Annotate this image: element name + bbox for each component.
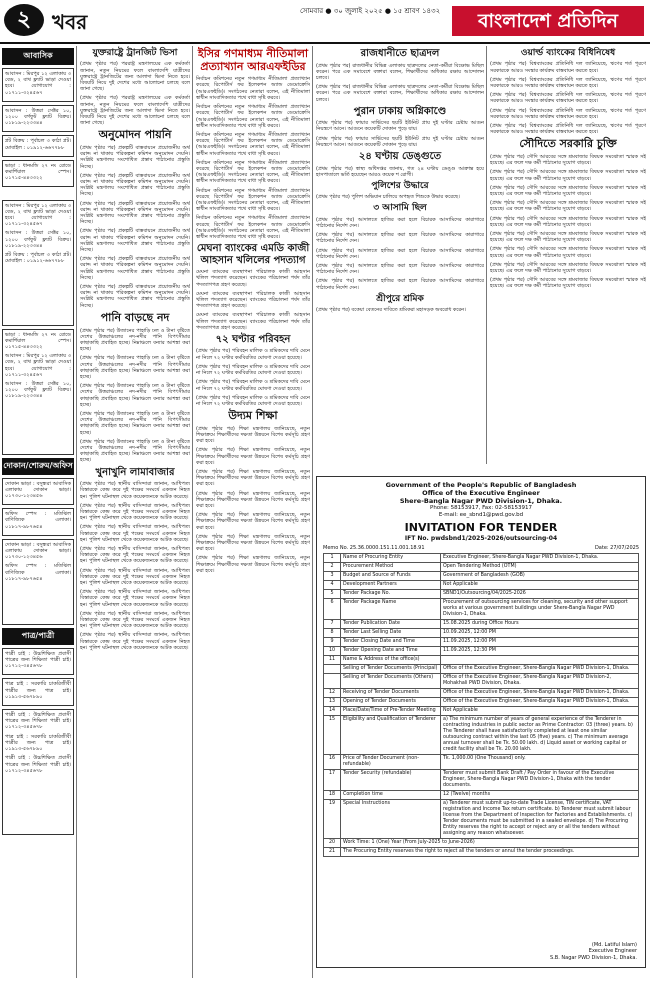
tender-row-label: Procurement Method — [341, 563, 441, 572]
tender-date: Date: 27/07/2025 — [594, 545, 639, 551]
classified-ad: অফিস স্পেস : মতিঝিল বাণিজ্যিক এলাকা। ০১৮১৭-৯৮৭৬৫৪ — [2, 508, 74, 536]
tender-row-value: Executive Engineer, Shere-Bangla Nagar PWD Division-1, Dhaka. — [441, 554, 639, 563]
tender-row-value: a) The minimum number of years of general experience of the Tenderer in contracting industries in public sector as Prime Contractor: 03 (three) years. b) The Tenderer shall have satisfactorily completed at least one similar outsourcing contract within the last 05 (five) years. c) The minimum average annual turnover shall be Tk. 50.00 lakh. d) Liquid asset or working capital or credit facility shall be Tk. 20.00 lakh. — [441, 716, 639, 755]
tender-row-number: 4 — [324, 581, 341, 590]
tender-row-number — [324, 674, 341, 689]
tender-row — [324, 563, 639, 572]
tender-title: INVITATION FOR TENDER — [404, 521, 558, 534]
news-column: রাজধানীতে ছাত্রদল (প্রথম পৃষ্ঠার পর) রাজধানীর বিভিন্ন এলাকায় ছাত্রদলের নেতা-কর্মীরা বিক্ষোভ মিছিল করেন। পরে এক সমাবেশে বক্তারা বলেন, শিক্ষার্থীদের অধিকার রক্ষায় আন্দোলন চলবে। (প্রথম পৃষ্ঠার পর) রাজধানীর বিভিন্ন এলাকায় ছাত্রদলের নেতা-কর্মীরা বিক্ষোভ মিছিল করেন। পরে এক সমাবেশে বক্তারা বলেন, শিক্ষার্থীদের অধিকার রক্ষায় আন্দোলন চলবে। পুরান ঢাকায় অগ্নিকাণ্ডে (প্রথম পৃষ্ঠার পর) ফায়ার সার্ভিসের ছয়টি ইউনিট প্রায় দুই ঘণ্টার চেষ্টায় আগুন নিয়ন্ত্রণে আনে। আগুনে কয়েকটি দোকান পুড়ে যায়। (প্রথম পৃষ্ঠার পর) ফায়ার সার্ভিসের ছয়টি ইউনিট প্রায় দুই ঘণ্টার চেষ্টায় আগুন নিয়ন্ত্রণে আনে। আগুনে কয়েকটি দোকান পুড়ে যায়। ২৪ ঘণ্টায় ডেঙ্গুতে (প্রথম পৃষ্ঠার পর) স্বাস্থ্য অধিদপ্তর জানায়, গত ২৪ ঘণ্টায় ডেঙ্গু আক্রান্ত হয়ে হাসপাতালে ভর্তি হয়েছেন আরও কয়েক শ রোগী। পুলিশের উদ্ধারে (প্রথম পৃষ্ঠার পর) পুলিশ অভিযান চালিয়ে অপহৃত শিশুকে উদ্ধার করেছে। ৩ আসামি ছিল (প্রথম পৃষ্ঠার পর) আদালতে হাজির করা হলে বিচারক আসামিদের কারাগারে পাঠানোর নির্দেশ দেন। (প্রথম পৃষ্ঠার পর) আদালতে হাজির করা হলে বিচারক আসামিদের কারাগারে পাঠানোর নির্দেশ দেন। (প্রথম পৃষ্ঠার পর) আদালতে হাজির করা হলে বিচারক আসামিদের কারাগারে পাঠানোর নির্দেশ দেন। (প্রথম পৃষ্ঠার পর) আদালতে হাজির করা হলে বিচারক আসামিদের কারাগারে পাঠানোর নির্দেশ দেন। (প্রথম পৃষ্ঠার পর) আদালতে হাজির করা হলে বিচারক আসামিদের কারাগারে পাঠানোর নির্দেশ দেন। শ্রীপুরে শ্রমিক (প্রথম পৃষ্ঠার পর) বকেয়া বেতনের দাবিতে শ্রমিকরা মহাসড়ক অবরোধ করেন। — [316, 48, 484, 314]
tender-row-value: Office of the Executive Engineer, Shere-Bangla Nagar PWD Division-1, Dhaka. — [441, 698, 639, 707]
tender-row — [324, 647, 639, 656]
tender-notice — [316, 476, 646, 968]
tender-row-number: 17 — [324, 770, 341, 791]
tender-row — [324, 698, 639, 707]
tender-ref: IFT No. pwdsbnd1/2025-2026/outsourcing-04 — [404, 535, 558, 542]
tender-row-label: Completion time — [341, 791, 441, 800]
headline: শ্রীপুরে শ্রমিক — [376, 293, 424, 304]
article-body: (প্রথম পৃষ্ঠার পর) বিশ্বব্যাংকের প্রতিনিধি দল জানিয়েছে, ঋণের শর্ত পূরণে সরকারকে আরও সংস্কার কার্যক্রম বাস্তবায়ন করতে হবে। — [490, 61, 646, 74]
headline: মেঘনা ব্যাংকের এমডি কাজী আহসান খলিলের পদত্যাগ — [196, 243, 310, 266]
tender-row-value: 11.09.2025, 12:00 PM — [441, 638, 639, 647]
article-body: নির্বাচন কমিশনের নতুন গণমাধ্যম নীতিমালা প্রত্যাখ্যান করেছে রিপোর্টার্স ফর ইলেকশন অ্যান্ড ডেমোক্রেসি (আরএফইডি)। সংগঠনের নেতারা বলেন, এই নীতিমালা স্বাধীন সাংবাদিকতার পথে বাধা সৃষ্টি করবে। — [196, 76, 310, 101]
masthead — [0, 0, 650, 44]
tender-row-number: 18 — [324, 791, 341, 800]
tender-row-number: 11 — [324, 656, 341, 665]
column-divider — [76, 46, 77, 978]
tender-row-label: Tender Publication Date — [341, 620, 441, 629]
tender-row-number: 14 — [324, 707, 341, 716]
tender-row-label: Tender Last Selling Date — [341, 629, 441, 638]
tender-row-label: Development Partners — [341, 581, 441, 590]
article-body: মেঘনা ব্যাংকের ব্যবস্থাপনা পরিচালক কাজী আহসান খলিল পদত্যাগ করেছেন। ব্যাংকের পরিচালনা পর্ষদ তাঁর পদত্যাগপত্র গ্রহণ করেছে। — [196, 269, 310, 288]
classified-ad: আবাসন : উত্তরা সেক্টর ১০, ১২০০ বর্গফুট ফ্ল্যাট বিক্রয়। ০১৮১৯-২২৩৩৪৪ — [2, 105, 74, 133]
tender-row — [324, 800, 639, 839]
tender-row — [324, 665, 639, 674]
tender-memo: Memo No. 25.36.0000.151.11.001.18.91 — [323, 545, 425, 551]
classified-ad: পাত্র চাই : সরকারি চাকরিজীবী পাত্রীর জন্য পাত্র চাই। ০১৯১৩-৫৬৭৮৯০ — [2, 678, 74, 706]
tender-row-number: 10 — [324, 647, 341, 656]
tender-row-label: Receiving of Tender Documents — [341, 689, 441, 698]
tender-row-number: 15 — [324, 716, 341, 755]
article-body: (প্রথম পৃষ্ঠার পর) আদালতে হাজির করা হলে বিচারক আসামিদের কারাগারে পাঠানোর নির্দেশ দেন। — [316, 216, 484, 230]
headline: রাজধানীতে ছাত্রদল — [360, 48, 440, 59]
tender-row-label: Tender Security (refundable) — [341, 770, 441, 791]
classified-heading: পাত্র/পাত্রী — [2, 628, 74, 645]
tender-row-label: Name & Address of the office(s) — [341, 656, 441, 665]
tender-row-number: 1 — [324, 554, 341, 563]
column-divider — [192, 46, 193, 978]
tender-row — [324, 620, 639, 629]
tender-row-label: Budget and Source of Funds — [341, 572, 441, 581]
tender-row-value: Tenderer must submit Bank Draft / Pay Order in favour of the Executive Engineer, Shere-Bangla Nagar PWD Division-1, Dhaka with the tender documents. — [441, 770, 639, 791]
tender-govt: Government of the People's Republic of Bangladesh — [385, 481, 577, 489]
tender-row-number: 19 — [324, 800, 341, 839]
news-column: ওয়ার্ল্ড ব্যাংকের বিধিনিষেধ (প্রথম পৃষ্ঠার পর) বিশ্বব্যাংকের প্রতিনিধি দল জানিয়েছে, ঋণের শর্ত পূরণে সরকারকে আরও সংস্কার কার্যক্রম বাস্তবায়ন করতে হবে। (প্রথম পৃষ্ঠার পর) বিশ্বব্যাংকের প্রতিনিধি দল জানিয়েছে, ঋণের শর্ত পূরণে সরকারকে আরও সংস্কার কার্যক্রম বাস্তবায়ন করতে হবে। (প্রথম পৃষ্ঠার পর) বিশ্বব্যাংকের প্রতিনিধি দল জানিয়েছে, ঋণের শর্ত পূরণে সরকারকে আরও সংস্কার কার্যক্রম বাস্তবায়ন করতে হবে। (প্রথম পৃষ্ঠার পর) বিশ্বব্যাংকের প্রতিনিধি দল জানিয়েছে, ঋণের শর্ত পূরণে সরকারকে আরও সংস্কার কার্যক্রম বাস্তবায়ন করতে হবে। (প্রথম পৃষ্ঠার পর) বিশ্বব্যাংকের প্রতিনিধি দল জানিয়েছে, ঋণের শর্ত পূরণে সরকারকে আরও সংস্কার কার্যক্রম বাস্তবায়ন করতে হবে। সৌদিতে সরকারি চুক্তি (প্রথম পৃষ্ঠার পর) সৌদি আরবের সঙ্গে শ্রমবাজার বিষয়ক সমঝোতা স্মারক সই হয়েছে। এর ফলে দক্ষ কর্মী পাঠানোর সুযোগ বাড়বে। (প্রথম পৃষ্ঠার পর) সৌদি আরবের সঙ্গে শ্রমবাজার বিষয়ক সমঝোতা স্মারক সই হয়েছে। এর ফলে দক্ষ কর্মী পাঠানোর সুযোগ বাড়বে। (প্রথম পৃষ্ঠার পর) সৌদি আরবের সঙ্গে শ্রমবাজার বিষয়ক সমঝোতা স্মারক সই হয়েছে। এর ফলে দক্ষ কর্মী পাঠানোর সুযোগ বাড়বে। (প্রথম পৃষ্ঠার পর) সৌদি আরবের সঙ্গে শ্রমবাজার বিষয়ক সমঝোতা স্মারক সই হয়েছে। এর ফলে দক্ষ কর্মী পাঠানোর সুযোগ বাড়বে। (প্রথম পৃষ্ঠার পর) সৌদি আরবের সঙ্গে শ্রমবাজার বিষয়ক সমঝোতা স্মারক সই হয়েছে। এর ফলে দক্ষ কর্মী পাঠানোর সুযোগ বাড়বে। (প্রথম পৃষ্ঠার পর) সৌদি আরবের সঙ্গে শ্রমবাজার বিষয়ক সমঝোতা স্মারক সই হয়েছে। এর ফলে দক্ষ কর্মী পাঠানোর সুযোগ বাড়বে। (প্রথম পৃষ্ঠার পর) সৌদি আরবের সঙ্গে শ্রমবাজার বিষয়ক সমঝোতা স্মারক সই হয়েছে। এর ফলে দক্ষ কর্মী পাঠানোর সুযোগ বাড়বে। (প্রথম পৃষ্ঠার পর) সৌদি আরবের সঙ্গে শ্রমবাজার বিষয়ক সমঝোতা স্মারক সই হয়েছে। এর ফলে দক্ষ কর্মী পাঠানোর সুযোগ বাড়বে। (প্রথম পৃষ্ঠার পর) সৌদি আরবের সঙ্গে শ্রমবাজার বিষয়ক সমঝোতা স্মারক সই হয়েছে। এর ফলে দক্ষ কর্মী পাঠানোর সুযোগ বাড়বে। — [490, 48, 646, 290]
tender-row-number: 7 — [324, 620, 341, 629]
tender-row-value: Office of the Executive Engineer, Shere-Bangla Nagar PWD Division-1, Dhaka. — [441, 689, 639, 698]
tender-row-value: Procurement of outsourcing services for cleaning, security and other support works at various government buildings under Shere-Bangla Nagar PWD Division-1, Dhaka. — [441, 599, 639, 620]
tender-row-label: Opening of Tender Documents — [341, 698, 441, 707]
article-body: (প্রথম পৃষ্ঠার পর) উজানের পাহাড়ি ঢল ও টানা বৃষ্টিতে দেশের উত্তরাঞ্চলের নদ-নদীর পানি বিপৎসীমার কাছাকাছি প্রবাহিত হচ্ছে। নিম্নাঞ্চলে বন্যার আশঙ্কা করা হচ্ছে। — [80, 327, 190, 353]
tender-row-value: 11.09.2025, 12:30 PM — [441, 647, 639, 656]
classified-heading: দোকান/শোরুম/অফিস — [2, 458, 74, 475]
article-body: (প্রথম পৃষ্ঠার পর) সৌদি আরবের সঙ্গে শ্রমবাজার বিষয়ক সমঝোতা স্মারক সই হয়েছে। এর ফলে দক্ষ কর্মী পাঠানোর সুযোগ বাড়বে। — [490, 154, 646, 167]
tender-row — [324, 581, 639, 590]
tender-row — [324, 554, 639, 563]
tender-email: E-mail: ee_sbnd1@pwd.gov.bd — [438, 512, 524, 518]
tender-row — [324, 656, 639, 665]
classified-ad: ভাড়া : ধানমন্ডি ২৭ নং রোডে কমার্শিয়াল স্পেস। ০১৭১৫-৪৪৩৩২২ আবাসন : মিরপুর ১২ এলাকায় ৩ বেড, ২ বাথ ফ্ল্যাট ভাড়া দেওয়া হবে। যোগাযোগ : ০১৭১১-৩২৪৫৬৭ আবাসন : উত্তরা সেক্টর ১০, ১২০০ বর্গফুট ফ্ল্যাট বিক্রয়। ০১৮১৯-২২৩৩৪৪ — [2, 329, 74, 455]
article-body: (প্রথম পৃষ্ঠার পর) পররাষ্ট্র মন্ত্রণালয়ের এক কর্মকর্তা জানান, নতুন নিয়মের ফলে বাংলাদেশি যাত্রীদের যুক্তরাষ্ট্রে ট্রানজিটের জন্য আলাদা ভিসা নিতে হবে। বিষয়টি নিয়ে দুই দেশের মধ্যে আলোচনা চলছে বলে জানা গেছে। — [80, 61, 190, 93]
tender-row-number: 9 — [324, 638, 341, 647]
tender-row-label: Work Time: 1 (One) Year (From July-2025 to June-2026) — [341, 839, 639, 848]
tender-office: Office of the Executive Engineer — [422, 489, 540, 497]
article-body: (প্রথম পৃষ্ঠার পর) রাজধানীর বিভিন্ন এলাকায় ছাত্রদলের নেতা-কর্মীরা বিক্ষোভ মিছিল করেন। পরে এক সমাবেশে বক্তারা বলেন, শিক্ষার্থীদের অধিকার রক্ষায় আন্দোলন চলবে। — [316, 62, 484, 81]
tender-row — [324, 599, 639, 620]
newspaper-logo: বাংলাদেশ প্রতিদিন — [452, 6, 644, 36]
tender-row-number: 20 — [324, 839, 341, 848]
classified-ad: পাত্রী চাই : উচ্চশিক্ষিত প্রবাসী পাত্রের জন্য শিক্ষিতা পাত্রী চাই। ০১৭১২-৩৪৫৬৭৮ — [2, 648, 74, 676]
tender-row — [324, 689, 639, 698]
tender-row-number: 8 — [324, 629, 341, 638]
article-body: (প্রথম পৃষ্ঠার পর) পরিবহন মালিক ও শ্রমিকদের দাবি মেনে না নিলে ৭২ ঘণ্টার কর্মবিরতির ঘোষণা দেওয়া হয়েছে। — [196, 348, 310, 361]
tender-row — [324, 674, 639, 689]
tender-row-label: Tender Package Name — [341, 599, 441, 620]
tender-row-number: 21 — [324, 848, 341, 857]
tender-row-label: Tender Package No. — [341, 590, 441, 599]
tender-row-value: 10.09.2025, 12:00 PM — [441, 629, 639, 638]
tender-row-label: Name of Procuring Entity — [341, 554, 441, 563]
column-divider — [486, 46, 487, 464]
headline: সৌদিতে সরকারি চুক্তি — [519, 137, 617, 151]
tender-row-label: Selling of Tender Documents (Others) — [341, 674, 441, 689]
tender-row — [324, 716, 639, 755]
tender-row-value: Government of Bangladesh (GOB) — [441, 572, 639, 581]
tender-row-number: 13 — [324, 698, 341, 707]
column-divider — [312, 46, 313, 978]
tender-phone: Phone: 58153917, Fax: 02-58153917 — [430, 505, 532, 511]
headline: অনুমোদন পায়নি — [98, 128, 172, 142]
classified-ad: আবাসন : মিরপুর ১২ এলাকায় ৩ বেড, ২ বাথ ফ্ল্যাট ভাড়া দেওয়া হবে। যোগাযোগ : ০১৭১১-৩২৪৫৬৭ — [2, 68, 74, 102]
tender-row — [324, 770, 639, 791]
article-body: (প্রথম পৃষ্ঠার পর) শিক্ষা মন্ত্রণালয় জানিয়েছে, নতুন শিক্ষাক্রমে শিক্ষার্থীদের দক্ষতা উন্নয়নে বিশেষ কর্মসূচি গ্রহণ করা হবে। — [196, 425, 310, 445]
tender-row — [324, 590, 639, 599]
tender-row — [324, 839, 639, 848]
tender-row-value: 12 (Twelve) months — [441, 791, 639, 800]
tender-row — [324, 755, 639, 770]
tender-division: Shere-Bangla Nagar PWD Division-1, Dhaka. — [399, 497, 563, 505]
classified-ad: ভাড়া : ধানমন্ডি ২৭ নং রোডে কমার্শিয়াল স্পেস। ০১৭১৫-৪৪৩৩২২ — [2, 160, 74, 188]
article-body: (প্রথম পৃষ্ঠার পর) ফায়ার সার্ভিসের ছয়টি ইউনিট প্রায় দুই ঘণ্টার চেষ্টায় আগুন নিয়ন্ত্রণে আনে। আগুনে কয়েকটি দোকান পুড়ে যায়। — [316, 120, 484, 133]
article-body: (প্রথম পৃষ্ঠার পর) প্রকল্পটি বাস্তবায়নে প্রয়োজনীয় অর্থ বরাদ্দ না থাকায় পরিকল্পনা কমিশন অনুমোদন দেয়নি। সংশ্লিষ্ট মন্ত্রণালয় সংশোধিত প্রস্তাব পাঠানোর প্রস্তুতি নিচ্ছে। — [80, 145, 190, 170]
signer-name: (Md. Latiful Islam) — [591, 941, 637, 948]
classified-ad: দোকান ভাড়া : বসুন্ধরা আবাসিক এলাকায় দোকান ভাড়া। ০১৭৩০-১২৩৪৫৬ — [2, 478, 74, 506]
tender-row-number: 6 — [324, 599, 341, 620]
tender-row-label: Place/Date/Time of Pre-Tender Meeting — [341, 707, 441, 716]
tender-row-label: Eligibility and Qualification of Tenderer — [341, 716, 441, 755]
classified-column — [2, 46, 74, 978]
tender-row — [324, 848, 639, 857]
tender-row — [324, 572, 639, 581]
tender-row-value: 15.08.2025 during Office Hours — [441, 620, 639, 629]
headline: উদ্যম শিক্ষা — [228, 409, 278, 423]
classified-ad: দোকান ভাড়া : বসুন্ধরা আবাসিক এলাকায় দোকান ভাড়া। ০১৭৩০-১২৩৪৫৬ অফিস স্পেস : মতিঝিল বাণিজ্যিক এলাকা। ০১৮১৭-৯৮৭৬৫৪ — [2, 539, 74, 625]
tender-row-value: Open Tendering Method (OTM) — [441, 563, 639, 572]
signer-office: S.B. Nagar PWD Division-1, Dhaka. — [550, 954, 637, 961]
tender-row-label: Tender Closing Date and Time — [341, 638, 441, 647]
tender-row-value: a) Tenderer must submit up-to-date Trade License, TIN certificate, VAT registration and Income Tax return certificate. b) Tenderer must submit labour license from the Department of Inspection for Factories and Establishments. c) Tender documents must be submitted in a sealed envelope. d) The Procuring Entity reserves the right to accept or reject any or all the tenders without assigning any reason whatsoever. — [441, 800, 639, 839]
tender-row-label: The Procuring Entity reserves the right to reject all the tenders or annul the tender proceedings. — [341, 848, 639, 857]
tender-row-number: 3 — [324, 572, 341, 581]
headline: যুক্তরাষ্ট্রে ট্রানজিট ভিসা — [92, 48, 178, 58]
headline: ওয়ার্ল্ড ব্যাংকের বিধিনিষেধ — [520, 48, 616, 58]
article-body: (প্রথম পৃষ্ঠার পর) পুলিশ অভিযান চালিয়ে অপহৃত শিশুকে উদ্ধার করেছে। — [316, 194, 460, 201]
headline: ৩ আসামি ছিল — [373, 203, 427, 214]
headline: ২৪ ঘণ্টায় ডেঙ্গুতে — [358, 151, 442, 163]
tender-row-label: Price of Tender Document (non-refundable) — [341, 755, 441, 770]
tender-table — [323, 553, 639, 857]
tender-row-number: 2 — [324, 563, 341, 572]
dateline: সোমবার ● ৩০ জুলাই ২০২৫ ● ১৫ শ্রাবণ ১৪৩২ — [300, 7, 441, 15]
tender-row-value: Office of the Executive Engineer, Shere-Bangla Nagar PWD Division-1, Dhaka. — [441, 665, 639, 674]
news-column: যুক্তরাষ্ট্রে ট্রানজিট ভিসা (প্রথম পৃষ্ঠার পর) পররাষ্ট্র মন্ত্রণালয়ের এক কর্মকর্তা জানান, নতুন নিয়মের ফলে বাংলাদেশি যাত্রীদের যুক্তরাষ্ট্রে ট্রানজিটের জন্য আলাদা ভিসা নিতে হবে। বিষয়টি নিয়ে দুই দেশের মধ্যে আলোচনা চলছে বলে জানা গেছে। (প্রথম পৃষ্ঠার পর) পররাষ্ট্র মন্ত্রণালয়ের এক কর্মকর্তা জানান, নতুন নিয়মের ফলে বাংলাদেশি যাত্রীদের যুক্তরাষ্ট্রে ট্রানজিটের জন্য আলাদা ভিসা নিতে হবে। বিষয়টি নিয়ে দুই দেশের মধ্যে আলোচনা চলছে বলে জানা গেছে। অনুমোদন পায়নি (প্রথম পৃষ্ঠার পর) প্রকল্পটি বাস্তবায়নে প্রয়োজনীয় অর্থ বরাদ্দ না থাকায় পরিকল্পনা কমিশন অনুমোদন দেয়নি। সংশ্লিষ্ট মন্ত্রণালয় সংশোধিত প্রস্তাব পাঠানোর প্রস্তুতি নিচ্ছে। (প্রথম পৃষ্ঠার পর) প্রকল্পটি বাস্তবায়নে প্রয়োজনীয় অর্থ বরাদ্দ না থাকায় পরিকল্পনা কমিশন অনুমোদন দেয়নি। সংশ্লিষ্ট মন্ত্রণালয় সংশোধিত প্রস্তাব পাঠানোর প্রস্তুতি নিচ্ছে। (প্রথম পৃষ্ঠার পর) প্রকল্পটি বাস্তবায়নে প্রয়োজনীয় অর্থ বরাদ্দ না থাকায় পরিকল্পনা কমিশন অনুমোদন দেয়নি। সংশ্লিষ্ট মন্ত্রণালয় সংশোধিত প্রস্তাব পাঠানোর প্রস্তুতি নিচ্ছে। (প্রথম পৃষ্ঠার পর) প্রকল্পটি বাস্তবায়নে প্রয়োজনীয় অর্থ বরাদ্দ না থাকায় পরিকল্পনা কমিশন অনুমোদন দেয়নি। সংশ্লিষ্ট মন্ত্রণালয় সংশোধিত প্রস্তাব পাঠানোর প্রস্তুতি নিচ্ছে। (প্রথম পৃষ্ঠার পর) প্রকল্পটি বাস্তবায়নে প্রয়োজনীয় অর্থ বরাদ্দ না থাকায় পরিকল্পনা কমিশন অনুমোদন দেয়নি। সংশ্লিষ্ট মন্ত্রণালয় সংশোধিত প্রস্তাব পাঠানোর প্রস্তুতি নিচ্ছে। (প্রথম পৃষ্ঠার পর) প্রকল্পটি বাস্তবায়নে প্রয়োজনীয় অর্থ বরাদ্দ না থাকায় পরিকল্পনা কমিশন অনুমোদন দেয়নি। সংশ্লিষ্ট মন্ত্রণালয় সংশোধিত প্রস্তাব পাঠানোর প্রস্তুতি নিচ্ছে। পানি বাড়ছে নদ (প্রথম পৃষ্ঠার পর) উজানের পাহাড়ি ঢল ও টানা বৃষ্টিতে দেশের উত্তরাঞ্চলের নদ-নদীর পানি বিপৎসীমার কাছাকাছি প্রবাহিত হচ্ছে। নিম্নাঞ্চলে বন্যার আশঙ্কা করা হচ্ছে। (প্রথম পৃষ্ঠার পর) উজানের পাহাড়ি ঢল ও টানা বৃষ্টিতে দেশের উত্তরাঞ্চলের নদ-নদীর পানি বিপৎসীমার কাছাকাছি প্রবাহিত হচ্ছে। নিম্নাঞ্চলে বন্যার আশঙ্কা করা হচ্ছে। (প্রথম পৃষ্ঠার পর) উজানের পাহাড়ি ঢল ও টানা বৃষ্টিতে দেশের উত্তরাঞ্চলের নদ-নদীর পানি বিপৎসীমার কাছাকাছি প্রবাহিত হচ্ছে। নিম্নাঞ্চলে বন্যার আশঙ্কা করা হচ্ছে। (প্রথম পৃষ্ঠার পর) উজানের পাহাড়ি ঢল ও টানা বৃষ্টিতে দেশের উত্তরাঞ্চলের নদ-নদীর পানি বিপৎসীমার কাছাকাছি প্রবাহিত হচ্ছে। নিম্নাঞ্চলে বন্যার আশঙ্কা করা হচ্ছে। (প্রথম পৃষ্ঠার পর) উজানের পাহাড়ি ঢল ও টানা বৃষ্টিতে দেশের উত্তরাঞ্চলের নদ-নদীর পানি বিপৎসীমার কাছাকাছি প্রবাহিত হচ্ছে। নিম্নাঞ্চলে বন্যার আশঙ্কা করা হচ্ছে। খুনাখুনি লামাবাজার (প্রথম পৃষ্ঠার পর) স্থানীয় বাসিন্দারা জানান, আধিপত্য বিস্তারকে কেন্দ্র করে দুই পক্ষের সংঘর্ষে একজন নিহত হন। পুলিশ ঘটনাস্থল থেকে কয়েকজনকে আটক করেছে। (প্রথম পৃষ্ঠার পর) স্থানীয় বাসিন্দারা জানান, আধিপত্য বিস্তারকে কেন্দ্র করে দুই পক্ষের সংঘর্ষে একজন নিহত হন। পুলিশ ঘটনাস্থল থেকে কয়েকজনকে আটক করেছে। (প্রথম পৃষ্ঠার পর) স্থানীয় বাসিন্দারা জানান, আধিপত্য বিস্তারকে কেন্দ্র করে দুই পক্ষের সংঘর্ষে একজন নিহত হন। পুলিশ ঘটনাস্থল থেকে কয়েকজনকে আটক করেছে। (প্রথম পৃষ্ঠার পর) স্থানীয় বাসিন্দারা জানান, আধিপত্য বিস্তারকে কেন্দ্র করে দুই পক্ষের সংঘর্ষে একজন নিহত হন। পুলিশ ঘটনাস্থল থেকে কয়েকজনকে আটক করেছে। (প্রথম পৃষ্ঠার পর) স্থানীয় বাসিন্দারা জানান, আধিপত্য বিস্তারকে কেন্দ্র করে দুই পক্ষের সংঘর্ষে একজন নিহত হন। পুলিশ ঘটনাস্থল থেকে কয়েকজনকে আটক করেছে। (প্রথম পৃষ্ঠার পর) স্থানীয় বাসিন্দারা জানান, আধিপত্য বিস্তারকে কেন্দ্র করে দুই পক্ষের সংঘর্ষে একজন নিহত হন। পুলিশ ঘটনাস্থল থেকে কয়েকজনকে আটক করেছে। (প্রথম পৃষ্ঠার পর) স্থানীয় বাসিন্দারা জানান, আধিপত্য বিস্তারকে কেন্দ্র করে দুই পক্ষের সংঘর্ষে একজন নিহত হন। পুলিশ ঘটনাস্থল থেকে কয়েকজনকে আটক করেছে। (প্রথম পৃষ্ঠার পর) স্থানীয় বাসিন্দারা জানান, আধিপত্য বিস্তারকে কেন্দ্র করে দুই পক্ষের সংঘর্ষে একজন নিহত হন। পুলিশ ঘটনাস্থল থেকে কয়েকজনকে আটক করেছে। — [80, 48, 190, 651]
tender-row-value: Not Applicable — [441, 581, 639, 590]
headline: খুনাখুনি লামাবাজার — [95, 466, 175, 478]
tender-row-label: Tender Opening Date and Time — [341, 647, 441, 656]
tender-row-value: Not Applicable — [441, 707, 639, 716]
classified-ad: পাত্রী চাই : উচ্চশিক্ষিত প্রবাসী পাত্রের জন্য শিক্ষিতা পাত্রী চাই। ০১৭১২-৩৪৫৬৭৮ পাত্র চাই : সরকারি চাকরিজীবী পাত্রীর জন্য পাত্র চাই। ০১৯১৩-৫৬৭৮৯০ পাত্রী চাই : উচ্চশিক্ষিত প্রবাসী পাত্রের জন্য শিক্ষিতা পাত্রী চাই। ০১৭১২-৩৪৫৬৭৮ — [2, 709, 74, 835]
tender-row — [324, 638, 639, 647]
tender-row — [324, 791, 639, 800]
tender-row-number: 12 — [324, 689, 341, 698]
headline: পুলিশের উদ্ধারে — [371, 180, 429, 191]
headline: পুরান ঢাকায় অগ্নিকাণ্ডে — [353, 105, 447, 117]
tender-row-label: Selling of Tender Documents (Principal) — [341, 665, 441, 674]
classified-heading: আবাসিক — [2, 48, 74, 65]
article-body: (প্রথম পৃষ্ঠার পর) বকেয়া বেতনের দাবিতে শ্রমিকরা মহাসড়ক অবরোধ করেন। — [316, 307, 466, 314]
tender-row — [324, 629, 639, 638]
news-column: ইসির গণমাধ্যম নীতিমালা প্রত্যাখ্যান আরএফইডির নির্বাচন কমিশনের নতুন গণমাধ্যম নীতিমালা প্রত্যাখ্যান করেছে রিপোর্টার্স ফর ইলেকশন অ্যান্ড ডেমোক্রেসি (আরএফইডি)। সংগঠনের নেতারা বলেন, এই নীতিমালা স্বাধীন সাংবাদিকতার পথে বাধা সৃষ্টি করবে। নির্বাচন কমিশনের নতুন গণমাধ্যম নীতিমালা প্রত্যাখ্যান করেছে রিপোর্টার্স ফর ইলেকশন অ্যান্ড ডেমোক্রেসি (আরএফইডি)। সংগঠনের নেতারা বলেন, এই নীতিমালা স্বাধীন সাংবাদিকতার পথে বাধা সৃষ্টি করবে। নির্বাচন কমিশনের নতুন গণমাধ্যম নীতিমালা প্রত্যাখ্যান করেছে রিপোর্টার্স ফর ইলেকশন অ্যান্ড ডেমোক্রেসি (আরএফইডি)। সংগঠনের নেতারা বলেন, এই নীতিমালা স্বাধীন সাংবাদিকতার পথে বাধা সৃষ্টি করবে। নির্বাচন কমিশনের নতুন গণমাধ্যম নীতিমালা প্রত্যাখ্যান করেছে রিপোর্টার্স ফর ইলেকশন অ্যান্ড ডেমোক্রেসি (আরএফইডি)। সংগঠনের নেতারা বলেন, এই নীতিমালা স্বাধীন সাংবাদিকতার পথে বাধা সৃষ্টি করবে। নির্বাচন কমিশনের নতুন গণমাধ্যম নীতিমালা প্রত্যাখ্যান করেছে রিপোর্টার্স ফর ইলেকশন অ্যান্ড ডেমোক্রেসি (আরএফইডি)। সংগঠনের নেতারা বলেন, এই নীতিমালা স্বাধীন সাংবাদিকতার পথে বাধা সৃষ্টি করবে। নির্বাচন কমিশনের নতুন গণমাধ্যম নীতিমালা প্রত্যাখ্যান করেছে রিপোর্টার্স ফর ইলেকশন অ্যান্ড ডেমোক্রেসি (আরএফইডি)। সংগঠনের নেতারা বলেন, এই নীতিমালা স্বাধীন সাংবাদিকতার পথে বাধা সৃষ্টি করবে। মেঘনা ব্যাংকের এমডি কাজী আহসান খলিলের পদত্যাগ মেঘনা ব্যাংকের ব্যবস্থাপনা পরিচালক কাজী আহসান খলিল পদত্যাগ করেছেন। ব্যাংকের পরিচালনা পর্ষদ তাঁর পদত্যাগপত্র গ্রহণ করেছে। মেঘনা ব্যাংকের ব্যবস্থাপনা পরিচালক কাজী আহসান খলিল পদত্যাগ করেছেন। ব্যাংকের পরিচালনা পর্ষদ তাঁর পদত্যাগপত্র গ্রহণ করেছে। মেঘনা ব্যাংকের ব্যবস্থাপনা পরিচালক কাজী আহসান খলিল পদত্যাগ করেছেন। ব্যাংকের পরিচালনা পর্ষদ তাঁর পদত্যাগপত্র গ্রহণ করেছে। ৭২ ঘণ্টার পরিবহন (প্রথম পৃষ্ঠার পর) পরিবহন মালিক ও শ্রমিকদের দাবি মেনে না নিলে ৭২ ঘণ্টার কর্মবিরতির ঘোষণা দেওয়া হয়েছে। (প্রথম পৃষ্ঠার পর) পরিবহন মালিক ও শ্রমিকদের দাবি মেনে না নিলে ৭২ ঘণ্টার কর্মবিরতির ঘোষণা দেওয়া হয়েছে। (প্রথম পৃষ্ঠার পর) পরিবহন মালিক ও শ্রমিকদের দাবি মেনে না নিলে ৭২ ঘণ্টার কর্মবিরতির ঘোষণা দেওয়া হয়েছে। (প্রথম পৃষ্ঠার পর) পরিবহন মালিক ও শ্রমিকদের দাবি মেনে না নিলে ৭২ ঘণ্টার কর্মবিরতির ঘোষণা দেওয়া হয়েছে। উদ্যম শিক্ষা (প্রথম পৃষ্ঠার পর) শিক্ষা মন্ত্রণালয় জানিয়েছে, নতুন শিক্ষাক্রমে শিক্ষার্থীদের দক্ষতা উন্নয়নে বিশেষ কর্মসূচি গ্রহণ করা হবে। (প্রথম পৃষ্ঠার পর) শিক্ষা মন্ত্রণালয় জানিয়েছে, নতুন শিক্ষাক্রমে শিক্ষার্থীদের দক্ষতা উন্নয়নে বিশেষ কর্মসূচি গ্রহণ করা হবে। (প্রথম পৃষ্ঠার পর) শিক্ষা মন্ত্রণালয় জানিয়েছে, নতুন শিক্ষাক্রমে শিক্ষার্থীদের দক্ষতা উন্নয়নে বিশেষ কর্মসূচি গ্রহণ করা হবে। (প্রথম পৃষ্ঠার পর) শিক্ষা মন্ত্রণালয় জানিয়েছে, নতুন শিক্ষাক্রমে শিক্ষার্থীদের দক্ষতা উন্নয়নে বিশেষ কর্মসূচি গ্রহণ করা হবে। (প্রথম পৃষ্ঠার পর) শিক্ষা মন্ত্রণালয় জানিয়েছে, নতুন শিক্ষাক্রমে শিক্ষার্থীদের দক্ষতা উন্নয়নে বিশেষ কর্মসূচি গ্রহণ করা হবে। (প্রথম পৃষ্ঠার পর) শিক্ষা মন্ত্রণালয় জানিয়েছে, নতুন শিক্ষাক্রমে শিক্ষার্থীদের দক্ষতা উন্নয়নে বিশেষ কর্মসূচি গ্রহণ করা হবে। (প্রথম পৃষ্ঠার পর) শিক্ষা মন্ত্রণালয় জানিয়েছে, নতুন শিক্ষাক্রমে শিক্ষার্থীদের দক্ষতা উন্নয়নে বিশেষ কর্মসূচি গ্রহণ করা হবে। — [196, 47, 310, 574]
tender-row-value: Office of the Executive Engineer, Shere-Bangla Nagar PWD Division-2, Mohakhali PWD Division, Dhaka. — [441, 674, 639, 689]
headline: ৭২ ঘণ্টার পরিবহন — [215, 333, 291, 345]
signer-title: Executive Engineer — [588, 948, 637, 954]
tender-row-value: SBND1/Outsourcing/04/2025-2026 — [441, 590, 639, 599]
tender-row-label: Special Instructions — [341, 800, 441, 839]
tender-row-value: Tk. 1,000.00 (One Thousand) only. — [441, 755, 639, 770]
classified-ad: প্লট বিক্রয় : পূর্বাচল ৩ কাঠা প্লট। মোবাইল : ০১৯১২-৬৬৭৭৮৮ — [2, 135, 74, 156]
tender-signature — [550, 942, 637, 962]
section-title: খবর — [52, 10, 88, 34]
page-number: ২ — [4, 4, 44, 36]
headline: ইসির গণমাধ্যম নীতিমালা প্রত্যাখ্যান আরএফইডির — [197, 47, 309, 73]
tender-row-value — [441, 656, 639, 665]
tender-row-number — [324, 665, 341, 674]
headline: পানি বাড়ছে নদ — [100, 310, 170, 324]
tender-row-number: 16 — [324, 755, 341, 770]
tender-row — [324, 707, 639, 716]
article-body: (প্রথম পৃষ্ঠার পর) স্বাস্থ্য অধিদপ্তর জানায়, গত ২৪ ঘণ্টায় ডেঙ্গু আক্রান্ত হয়ে হাসপাতালে ভর্তি হয়েছেন আরও কয়েক শ রোগী। — [316, 165, 484, 178]
article-body: (প্রথম পৃষ্ঠার পর) স্থানীয় বাসিন্দারা জানান, আধিপত্য বিস্তারকে কেন্দ্র করে দুই পক্ষের সংঘর্ষে একজন নিহত হন। পুলিশ ঘটনাস্থল থেকে কয়েকজনকে আটক করেছে। — [80, 481, 190, 500]
tender-row-number: 5 — [324, 590, 341, 599]
classified-ad: আবাসন : মিরপুর ১২ এলাকায় ৩ বেড, ২ বাথ ফ্ল্যাট ভাড়া দেওয়া হবে। যোগাযোগ : ০১৭১১-৩২৪৫৬৭ আবাসন : উত্তরা সেক্টর ১০, ১২০০ বর্গফুট ফ্ল্যাট বিক্রয়। ০১৮১৯-২২৩৩৪৪ প্লট বিক্রয় : পূর্বাচল ৩ কাঠা প্লট। মোবাইল : ০১৯১২-৬৬৭৭৮৮ — [2, 200, 74, 326]
